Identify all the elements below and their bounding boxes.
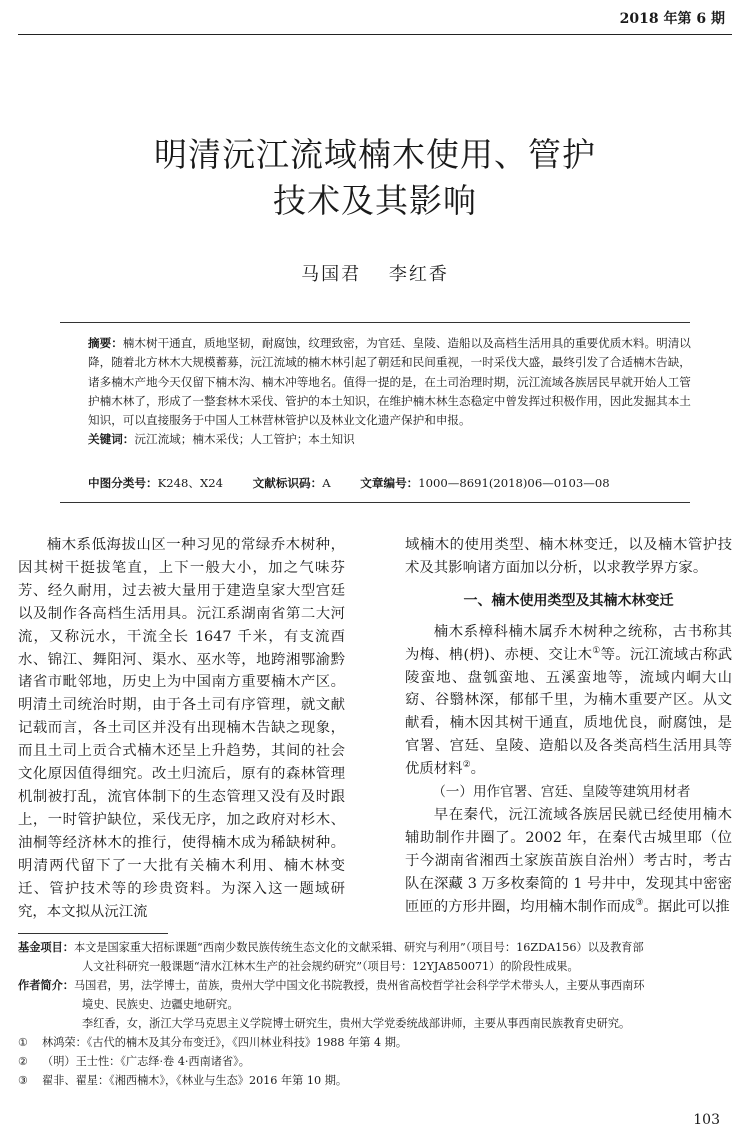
body-text: 等。沅江流域古称武陵蛮地、盘瓠蛮地、五溪蛮地等，流域内峒大山窈、谷翳林深，郁郁千里，为楠木重要产区。从文献看，楠木因其树干通直，质地优良，耐腐蚀，是官署、宫廷、皇陵、造船以及各类高档生活用具等优质材料 — [405, 646, 732, 778]
body-text: 楠木系樟科楠木属乔木树种之统称，古书称其为梅、柟(枬)、赤梗、交让木 — [405, 623, 732, 663]
body-paragraph — [405, 804, 732, 919]
header-rule — [18, 34, 732, 35]
abstract-paragraph — [88, 334, 700, 430]
abstract-block — [88, 334, 700, 450]
fund-label: 基金项目： — [18, 941, 74, 954]
articleno-value: 1000—8691(2018)06—0103—08 — [418, 476, 610, 490]
abstract-bottom-rule — [60, 502, 690, 503]
footnote-text: 翟非、翟星：《湘西楠木》，《林业与生态》2016 年第 10 期。 — [42, 1074, 348, 1087]
footnote-mark: ① — [18, 1036, 29, 1049]
issue-label: 2018 年第 6 期 — [619, 11, 725, 27]
body-text: 。 — [470, 761, 486, 778]
author-name: 马国君 — [301, 264, 362, 285]
footnote-text: （明）王士性：《广志绎·卷 4·西南诸省》。 — [42, 1055, 250, 1068]
footnote — [18, 1052, 738, 1071]
classification-line — [88, 475, 636, 491]
article-title-line1: 明清沅江流域楠木使用、管护 — [154, 135, 596, 174]
author-bio-label: 作者简介： — [18, 979, 74, 992]
keywords-label: 关键词： — [88, 432, 135, 447]
abstract-text: 楠木树干通直，质地坚韧，耐腐蚀，纹理致密，为官廷、皇陵、造船以及高档生活用具的重要优质木料。明清以降，随着北方林木大规模蓄募，沅江流域的楠木林引起了朝廷和民间重视，一时采伐大盛，最终引发了合适楠木告缺，诸多楠木产地今天仅留下楠木沟、楠木冲等地名。值得一提的是，在土司治理时期，沅江流域各族居民早就开始人工管护楠木林了，形成了一整套林木采伐、管护的本土知识，在维护楠木林生态稳定中曾发挥过积极作用，因此发掘其本土知识，可以直接服务于中国人工林营林管护以及林业文化遗产保护和申报。 — [88, 336, 691, 428]
clc-label: 中图分类号： — [88, 476, 158, 490]
page-number: 103 — [693, 1112, 720, 1128]
body-column-right — [405, 534, 732, 919]
author-note-second: 李红香，女，浙江大学马克思主义学院博士研究生，贵州大学党委统战部讲师，主要从事西南民族教育史研究。 — [82, 1017, 631, 1030]
subsection-heading: （一）用作官署、宫廷、皇陵等建筑用材者 — [432, 784, 691, 801]
clc-value: K248、X24 — [157, 476, 223, 490]
keywords-line — [88, 430, 700, 449]
body-paragraph: 楠木系低海拔山区一种习见的常绿乔木树种，因其树干挺拔笔直，上下一般大小，加之气味芬芳、经久耐用，过去被大量用于建造皇家大型宫廷以及制作各高档生活用具。沅江系湖南省第二大河流，又称沅水，干流全长 1647 千米，有支流酉水、锦江、舞阳河、渠水、巫水等，地跨湘鄂渝黔诸省市毗邻地，历史上为中国南方重要楠木产区。明清土司统治时期，由于各土司有序管理，就文献记载而言，各土司区并没有出现楠木告缺之现象，而且土司上贡合式楠木还呈上升趋势，其间的社会文化原因值得细究。改土归流后，原有的森林管理机制被打乱，流官体制下的生态管理又没有及时跟上，一时管护缺位，采伐无序，加之政府对杉木、油桐等经济林木的推行，使得楠木成为稀缺树种。明清两代留下了一大批有关楠木利用、楠木林变迁、管护技术等的珍贵资料。为深入这一题域研究，本文拟从沅江流 — [18, 537, 345, 920]
abstract-top-rule — [60, 322, 690, 323]
footnote — [18, 1033, 738, 1052]
abstract-label: 摘要： — [88, 336, 123, 350]
author-bio-text: 马国君，男，法学博士，苗族，贵州大学中国文化书院教授，贵州省高校哲学社会科学学术带头人，主要从事西南环 — [73, 979, 645, 992]
body-text: 早在秦代，沅江流域各族居民就已经使用楠木辅助制作井圈了。2002 年，在秦代古城里耶（位于今湖南省湘西土家族苗族自治州）考古时，考古队在深藏 3 万多枚秦简的 1 号井中，发现其中密密匝匝的方形井圈，均用楠木制作而成 — [405, 806, 732, 915]
footnote-mark: ② — [18, 1055, 29, 1068]
author-name: 李红香 — [388, 264, 449, 285]
footnote-text: 林鸿荣：《古代的楠木及其分布变迁》，《四川林业科技》1988 年第 4 期。 — [42, 1036, 408, 1049]
doccode-label: 文献标识码： — [252, 476, 323, 490]
author-note — [18, 976, 738, 995]
footnote-rule — [18, 933, 168, 934]
body-paragraph — [405, 621, 732, 781]
notes-block — [18, 938, 738, 1090]
fund-note — [18, 938, 738, 957]
fund-text: 本文是国家重大招标课题“西南少数民族传统生态文化的文献采辑、研究与利用”（项目号：16ZDA156）以及教育部 — [73, 941, 644, 954]
author-note-cont: 境史、民族史、边疆史地研究。 — [82, 998, 239, 1011]
body-column-left — [18, 534, 345, 923]
footnote — [18, 1071, 738, 1090]
body-paragraph-continued: 域楠木的使用类型、楠木林变迁，以及楠木管护技术及其影响诸方面加以分析，以求教学界方家。 — [405, 537, 732, 576]
fund-note-cont: 人文社科研究一般课题“清水江林木生产的社会规约研究”（项目号：12YJA850071）的阶段性成果。 — [82, 960, 579, 973]
footnote-ref[interactable]: ③ — [635, 897, 644, 908]
keywords-text: 沅江流域；楠木采伐；人工管护；本土知识 — [134, 432, 355, 447]
article-title-line2: 技术及其影响 — [273, 181, 477, 220]
footnote-ref[interactable]: ② — [462, 760, 471, 771]
articleno-label: 文章编号： — [360, 476, 419, 490]
section-heading: 一、楠木使用类型及其楠木林变迁 — [463, 592, 674, 609]
doccode-value: A — [322, 476, 331, 490]
footnote-ref[interactable]: ① — [592, 645, 601, 656]
body-text: 。据此可以推 — [643, 898, 730, 915]
author-list — [0, 260, 750, 286]
footnote-mark: ③ — [18, 1074, 29, 1087]
